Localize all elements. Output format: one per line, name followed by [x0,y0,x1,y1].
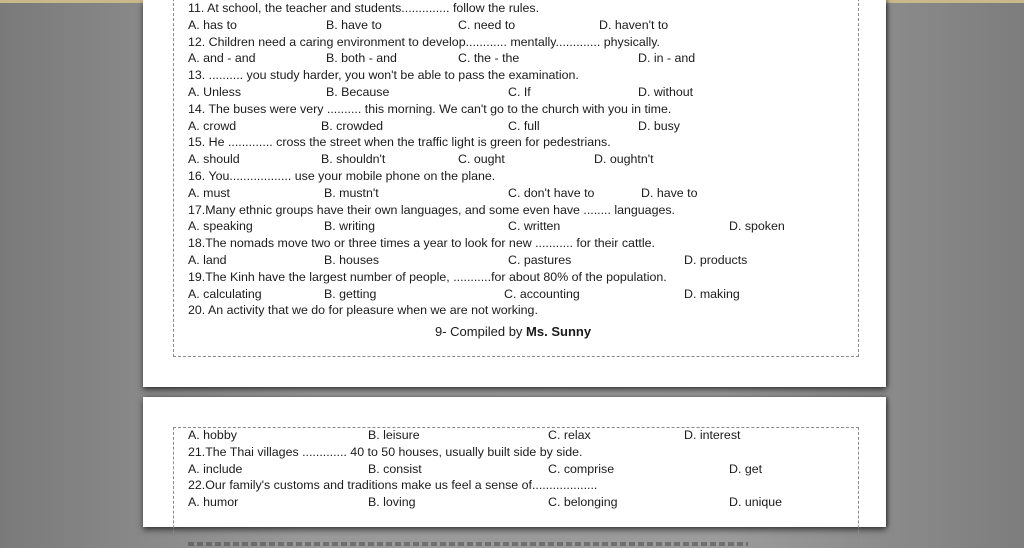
answer-option-c: C. belonging [548,495,618,510]
answer-option-c: C. ought [458,152,505,167]
question-text: 16. You.................. use your mobile phone on the plane. [188,169,496,183]
question-text: 15. He ............. cross the street when the traffic light is green for pedestrians. [188,135,611,150]
answer-option-a: A. crowd [188,118,237,133]
question-text: 19.The Kinh have the largest number of people, ...........for about 80% of the population. [188,269,667,284]
answer-option-a: A. include [188,461,243,476]
answer-option-c: C. don't have to [508,185,595,200]
answer-option-b: B. both - and [326,51,397,66]
answer-option-d: D. unique [729,495,783,510]
page-border-frame [173,0,859,357]
answer-option-b: B. writing [324,219,375,234]
page-border-frame [173,427,859,548]
answer-option-a: A. Unless [188,85,242,99]
answer-option-a: A. speaking [188,219,253,234]
question-text: 20. An activity that we do for pleasure when we are not working. [188,303,538,318]
answer-option-b: B. houses [324,253,380,267]
answer-option-d: D. oughtn't [594,152,654,167]
answer-option-b: B. leisure [368,428,420,442]
answer-option-d: D. in - and [638,51,696,66]
answer-option-d: D. get [729,461,763,476]
answer-option-a: A. should [188,152,240,167]
answer-option-a: A. has to [188,17,237,32]
answer-option-d: D. interest [684,428,741,442]
answer-option-b: B. Because [326,85,390,99]
answer-option-c: C. comprise [548,461,615,476]
answer-option-d: D. products [684,253,748,267]
answer-option-d: D. spoken [729,219,785,234]
answer-option-c: C. If [508,85,531,99]
answer-option-c: C. the - the [458,51,520,66]
answer-option-a: A. must [188,185,230,200]
answer-option-c: C. full [508,118,540,133]
document-page-10 [143,397,886,527]
answer-option-b: B. mustn't [324,185,379,200]
footer-author: Ms. Sunny [526,324,592,339]
answer-option-c: C. relax [548,428,591,442]
answer-option-d: D. haven't to [599,17,669,32]
question-text: 22.Our family's customs and traditions make us feel a sense of................... [188,478,598,493]
answer-option-a: A. and - and [188,51,256,66]
answer-option-b: B. consist [368,461,422,476]
answer-option-b: B. getting [324,286,377,301]
page-footer [435,324,591,339]
question-text: 11. At school, the teacher and students.............. follow the rules. [188,1,540,15]
answer-option-b: B. crowded [321,118,383,133]
answer-option-b: B. shouldn't [321,152,386,167]
answer-option-c: C. accounting [504,286,580,301]
answer-option-d: D. have to [641,185,698,200]
question-text: 14. The buses were very .......... this morning. We can't go to the church with you in time. [188,101,672,116]
answer-option-a: A. land [188,253,227,267]
question-text: 21.The Thai villages ............. 40 to 50 houses, usually built side by side. [188,444,583,459]
answer-option-d: D. without [638,85,694,99]
answer-option-c: C. written [508,219,561,234]
answer-option-b: B. loving [368,495,416,510]
answer-option-c: C. need to [458,17,516,32]
clipped-partial-line [188,542,748,546]
question-text: 17.Many ethnic groups have their own languages, and some even have ........ languages. [188,202,675,217]
answer-option-a: A. humor [188,495,239,510]
answer-option-d: D. busy [638,118,681,133]
answer-option-d: D. making [684,286,740,301]
answer-option-a: A. calculating [188,286,262,301]
answer-option-a: A. hobby [188,428,237,442]
question-text: 12. Children need a caring environment to develop............ mentally............. physically. [188,34,660,49]
question-text: 18.The nomads move two or three times a year to look for new ........... for their cattle. [188,236,655,251]
answer-option-b: B. have to [326,17,382,32]
footer-prefix: 9- Compiled by [435,324,527,339]
answer-option-c: C. pastures [508,253,572,267]
document-page-9 [143,0,886,387]
question-text: 13. .......... you study harder, you won't be able to pass the examination. [188,68,579,83]
